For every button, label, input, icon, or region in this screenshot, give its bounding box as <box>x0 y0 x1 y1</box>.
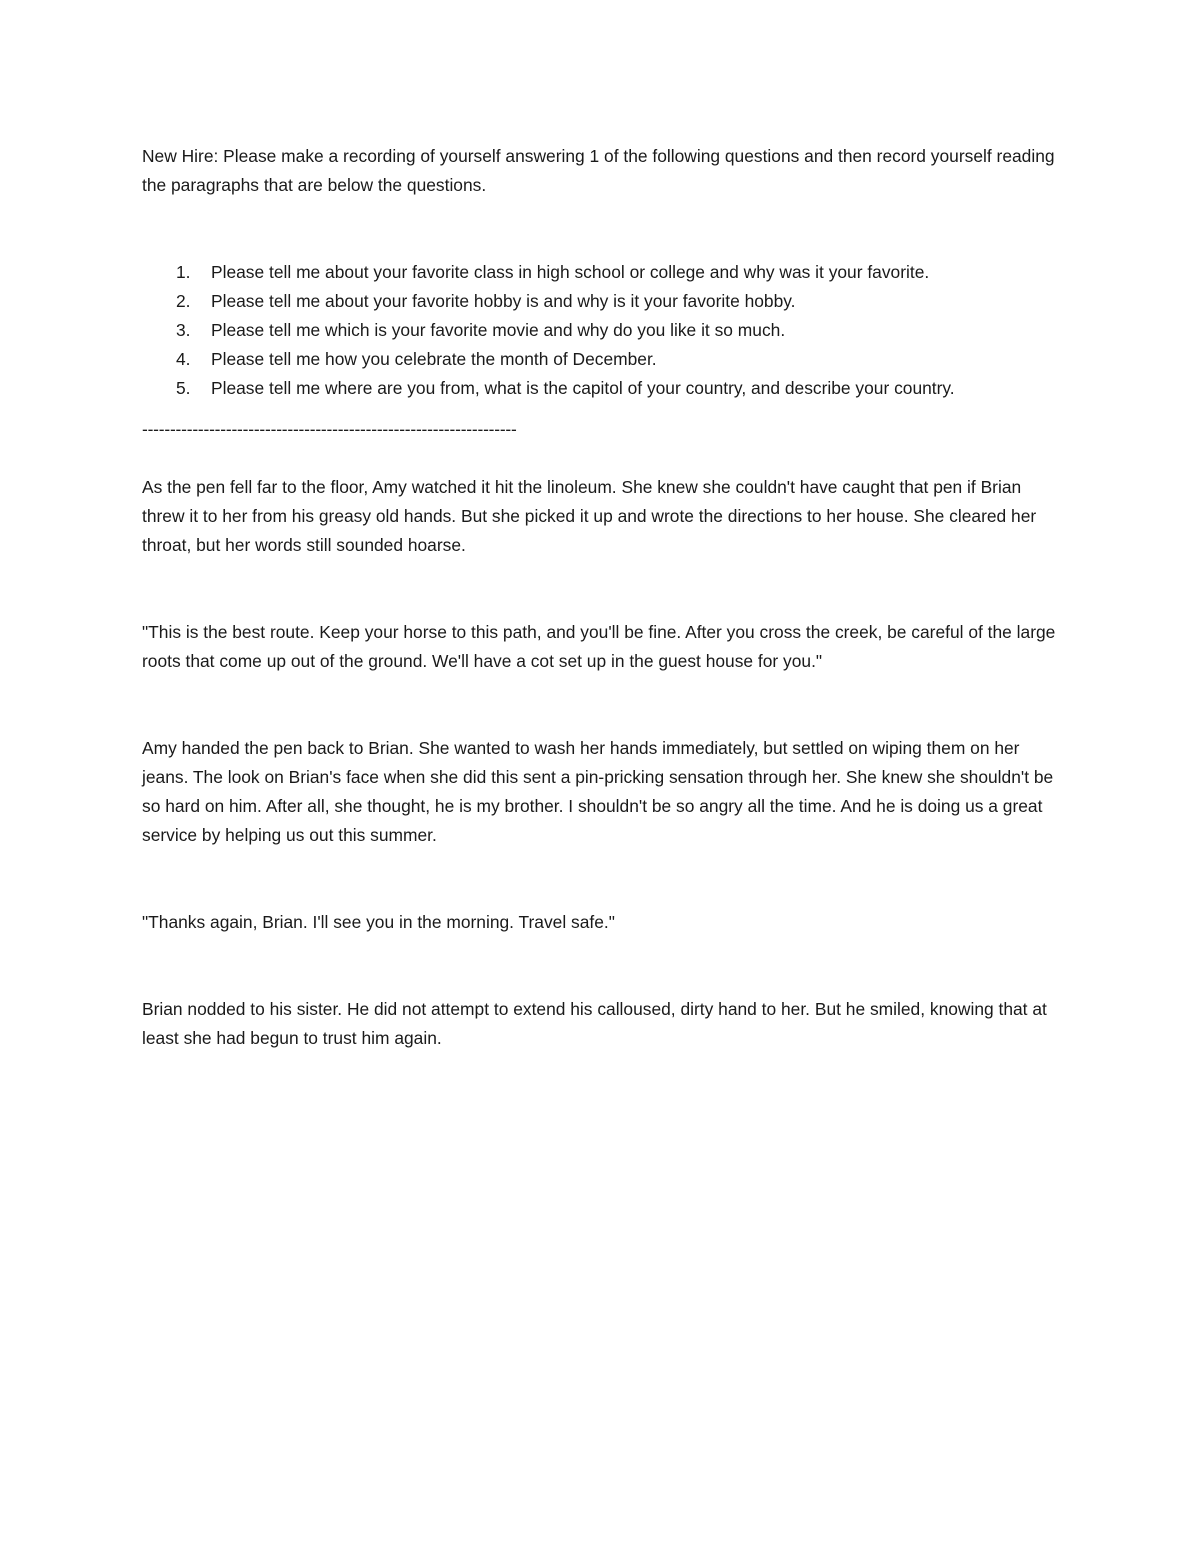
questions-list <box>142 258 1057 403</box>
question-item: Please tell me how you celebrate the month of December. <box>211 349 657 369</box>
story-paragraph: As the pen fell far to the floor, Amy watched it hit the linoleum. She knew she couldn't have caught that pen if Brian threw it to her from his greasy old hands. But she picked it up and wrote the directions to her house. She cleared her throat, but her words still sounded hoarse. <box>142 477 1037 555</box>
question-item: Please tell me which is your favorite movie and why do you like it so much. <box>211 320 786 340</box>
story-paragraph: Brian nodded to his sister. He did not attempt to extend his calloused, dirty hand to her. But he smiled, knowing that at least she had begun to trust him again. <box>142 999 1047 1048</box>
story-paragraph: "Thanks again, Brian. I'll see you in the morning. Travel safe." <box>142 912 615 932</box>
document-body <box>142 142 1057 1053</box>
question-item: Please tell me about your favorite hobby is and why is it your favorite hobby. <box>211 291 796 311</box>
question-item: Please tell me about your favorite class in high school or college and why was it your favorite. <box>211 262 930 282</box>
question-item: Please tell me where are you from, what is the capitol of your country, and describe your country. <box>211 378 955 398</box>
intro-paragraph: New Hire: Please make a recording of yourself answering 1 of the following questions and then record yourself reading the paragraphs that are below the questions. <box>142 146 1055 195</box>
story-paragraph: "This is the best route. Keep your horse to this path, and you'll be fine. After you cross the creek, be careful of the large roots that come up out of the ground. We'll have a cot set up in the guest house for you." <box>142 622 1056 671</box>
dashed-divider: ------------------------------------------------------------------- <box>142 419 517 439</box>
story-paragraph: Amy handed the pen back to Brian. She wanted to wash her hands immediately, but settled on wiping them on her jeans. The look on Brian's face when she did this sent a pin-pricking sensation through her. She knew she shouldn't be so hard on him. After all, she thought, he is my brother. I shouldn't be so angry all the time. And he is doing us a great service by helping us out this summer. <box>142 738 1054 845</box>
